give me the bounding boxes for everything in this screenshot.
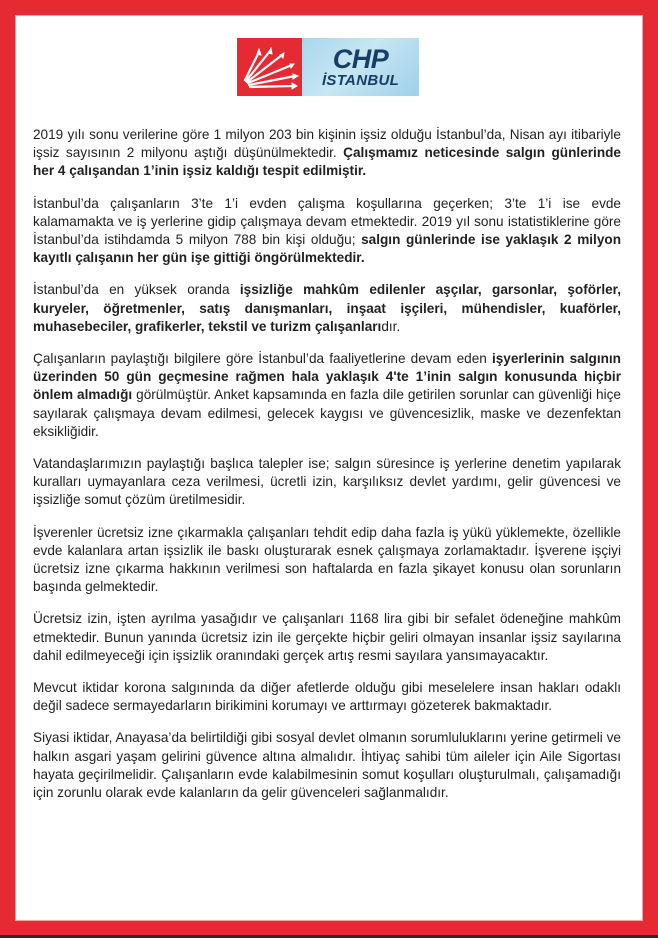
paragraph-work-from-home [33, 195, 621, 268]
chp-istanbul-logo [237, 38, 419, 96]
logo-party-name: CHP [332, 43, 389, 74]
paragraph-social-state-demands [33, 729, 621, 802]
paragraph-unpaid-leave [33, 610, 621, 665]
logo-wordmark [302, 38, 419, 96]
text-segment: Siyasi iktidar, Anayasa’da belirtildiği gibi sosyal devlet olmanın sorumluluklarını yerine getirmeli ve halkın asgari yaşam gelirini güvence altına almalıdır. İhtiyaç sahibi tüm aileler için Aile Sigortası hayata geçirilmelidir. Çalışanların evde kalabilmesinin somut koşulları oluşturulmalı, çalışamadığı için zorunlu olarak evde kalanların da gelir güvenceleri sağlanmalıdır. [33, 730, 621, 801]
text-segment: Ücretsiz izin, işten ayrılma yasağıdır ve çalışanları 1168 lira gibi bir sefalet ödeneğine mahkûm etmektedir. Bunun yanında ücretsiz izin ile gerçekte hiçbir geliri olmayan insanlar işsiz sayılarına dahil edilmeyeceği için işsizlik oranındaki gerçek artış resmi sayılara yansımayacaktır. [33, 611, 621, 663]
bold-text-segment: işyerlerinin salgının üzerinden 50 gün geçmesine rağmen hala yaklaşık 4'te 1’inin salgın konusunda hiçbir önlem almadığı [33, 351, 621, 403]
page-body [15, 15, 643, 921]
text-segment: Vatandaşlarımızın paylaştığı başlıca talepler ise; salgın süresince iş yerlerine denetim yapılarak kuralları uymayanlara ceza verilmesi, ücretli izin, karşılıksız devlet yardımı, gelir güvencesi ve işsizliğe somut çözüm üretilmesidir. [33, 456, 621, 508]
paragraph-government-approach [33, 679, 621, 715]
six-arrows-icon [237, 38, 302, 96]
paragraph-employer-pressure [33, 524, 621, 597]
paragraph-unemployment-figures [33, 126, 621, 181]
text-segment: Çalışanların paylaştığı bilgilere göre İstanbul’da faaliyetlerine devam eden [33, 351, 492, 367]
bold-text-segment: Çalışmamız neticesinde salgın günlerinde her 4 çalışandan 1’inin işsiz kaldığı tespit edilmiştir. [33, 145, 621, 179]
text-segment: İstanbul’da en yüksek oranda [33, 282, 240, 298]
text-segment: 2019 yılı sonu verilerine göre 1 milyon 203 bin kişinin işsiz olduğu İstanbul’da, Nisan ayı itibariyle işsiz sayısının 2 milyonu aştığı düşünülmektedir. [33, 127, 621, 161]
logo-city-name: İSTANBUL [321, 71, 400, 89]
paragraph-workplace-measures [33, 350, 621, 441]
bold-text-segment: işsizliğe mahkûm edilenler aşçılar, garsonlar, şoförler, kuryeler, öğretmenler, satış danışmanları, inşaat işçileri, mühendisler, kuaförler, muhasebeciler, grafikerler, tekstil ve turizm çalışanları [33, 282, 621, 334]
text-segment: İstanbul’da çalışanların 3’te 1’i evden çalışma koşullarına geçerken; 3’te 1’i ise evde kalamamakta ve iş yerlerine gidip çalışmaya devam etmektedir. 2019 yıl sonu istatistiklerine göre İstanbul’da istihdamda 5 milyon 788 bin kişi olduğu; [33, 195, 621, 248]
text-segment: Mevcut iktidar korona salgınında da diğer afetlerde olduğu gibi meselelere insan hakları odaklı değil sadece sermayedarların birikimini korumayı ve arttırmayı gözeterek bakmaktadır. [33, 680, 621, 714]
document-text [33, 126, 621, 816]
text-segment: dır. [381, 318, 401, 334]
text-segment: İşverenler ücretsiz izne çıkarmakla çalışanları tehdit edip daha fazla iş yükü yüklemekte, özellikle evde kalanlara artan işsizlik ile baskı oluşturarak esnek çalışmaya zorlamaktadır. İşverene işçiyi ücretsiz izne çıkarma hakkının verilmesi son haftalarda en fazla şikayet konusu olan sorunların başında gelmektedir. [33, 524, 621, 595]
logo-emblem [237, 38, 302, 96]
paragraph-affected-occupations [33, 281, 621, 336]
bold-text-segment: salgın günlerinde ise yaklaşık 2 milyon kayıtlı çalışanın her gün işe gittiği öngörülmektedir. [33, 232, 621, 266]
paragraph-citizen-demands [33, 455, 621, 510]
text-segment: görülmüştür. Anket kapsamında en fazla dile getirilen sorunlar can güvenliği hiçe sayılarak çalışmaya devam edilmesi, gelecek kaygısı ve güvencesizlik, maske ve dezenfektan eksikliğidir. [33, 387, 621, 439]
